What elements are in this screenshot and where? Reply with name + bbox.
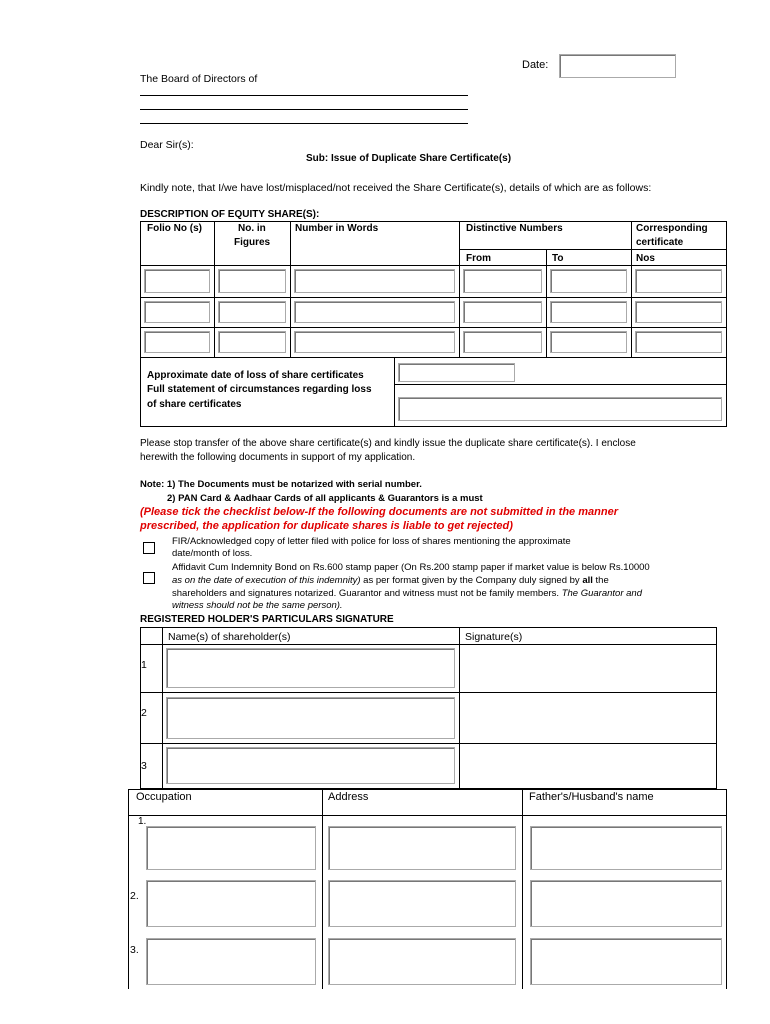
note-1: Note: 1) The Documents must be notarized with serial number.: [140, 479, 422, 490]
shareholder-name-input-3[interactable]: [166, 747, 455, 784]
checklist-fir-1: FIR/Acknowledged copy of letter filed with police for loss of shares mentioning the approximate: [172, 536, 571, 547]
checklist-affidavit-2: as on the date of execution of this indemnity) as per format given by the Company duly signed by all the: [172, 575, 609, 586]
detail-row-number-3: 3.: [130, 944, 139, 956]
approx-date-label: Approximate date of loss of share certificates: [147, 370, 364, 381]
col-to: To: [552, 253, 564, 264]
detail-row-number-1: 1.: [138, 816, 147, 827]
sig-row-number-1: 1: [141, 659, 147, 671]
checklist-affidavit-1: Affidavit Cum Indemnity Bond on Rs.600 stamp paper (On Rs.200 stamp paper if market value is below Rs.10000: [172, 562, 650, 573]
salutation: Dear Sir(s):: [140, 139, 194, 151]
folio-input-2[interactable]: [144, 301, 210, 323]
col-father-husband: Father's/Husband's name: [529, 791, 654, 803]
detail-row-number-2: 2.: [130, 890, 139, 902]
address-line-3[interactable]: [140, 123, 468, 124]
col-certificate: certificate: [636, 237, 684, 248]
words-input-2[interactable]: [294, 301, 455, 323]
checklist-affidavit-3: shareholders and signatures notarized. Guarantor and witness must not be family members. The Guarantor and: [172, 588, 642, 599]
checkbox-fir[interactable]: [143, 542, 155, 554]
cert-input-3[interactable]: [635, 331, 722, 353]
cert-input-2[interactable]: [635, 301, 722, 323]
col-folio: Folio No (s): [147, 223, 202, 234]
addressee: The Board of Directors of: [140, 73, 258, 85]
col-address: Address: [328, 791, 369, 803]
figures-input-3[interactable]: [218, 331, 286, 353]
note-2: 2) PAN Card & Aadhaar Cards of all applicants & Guarantors is a must: [167, 493, 483, 504]
checklist-fir-2: date/month of loss.: [172, 548, 253, 559]
col-from: From: [466, 253, 491, 264]
address-line-2[interactable]: [140, 109, 468, 110]
folio-input-3[interactable]: [144, 331, 210, 353]
statement-label-1: Full statement of circumstances regarding loss: [147, 384, 372, 395]
col-corresponding: Corresponding: [636, 223, 708, 234]
col-figures: Figures: [234, 237, 271, 248]
to-input-1[interactable]: [550, 269, 627, 293]
shareholder-name-input-2[interactable]: [166, 697, 455, 739]
statement-label-2: of share certificates: [147, 399, 242, 410]
folio-input-1[interactable]: [144, 269, 210, 293]
father-name-input-3[interactable]: [530, 938, 722, 985]
subject-line: Sub: Issue of Duplicate Share Certificate(s): [306, 153, 512, 164]
equity-heading: DESCRIPTION OF EQUITY SHARE(S):: [140, 209, 320, 220]
occupation-input-1[interactable]: [146, 826, 316, 870]
father-name-input-1[interactable]: [530, 826, 722, 870]
col-shareholder-names: Name(s) of shareholder(s): [168, 631, 291, 643]
cert-input-1[interactable]: [635, 269, 722, 293]
from-input-2[interactable]: [463, 301, 542, 323]
address-line-1[interactable]: [140, 95, 468, 96]
address-input-3[interactable]: [328, 938, 516, 985]
sig-row-number-2: 2: [141, 707, 147, 719]
date-label: Date:: [522, 59, 549, 71]
col-words: Number in Words: [295, 223, 379, 234]
sig-row-number-3: 3: [141, 760, 147, 772]
date-field[interactable]: [559, 54, 676, 78]
col-distinctive: Distinctive Numbers: [466, 223, 563, 234]
occupation-input-2[interactable]: [146, 880, 316, 927]
circumstances-input[interactable]: [398, 397, 722, 421]
approx-date-input[interactable]: [398, 363, 515, 382]
warning-line-1: (Please tick the checklist below-If the following documents are not submitted in the manner: [140, 506, 618, 518]
col-occupation: Occupation: [136, 791, 192, 803]
words-input-1[interactable]: [294, 269, 455, 293]
col-nos: Nos: [636, 253, 655, 264]
checkbox-affidavit[interactable]: [143, 572, 155, 584]
father-name-input-2[interactable]: [530, 880, 722, 927]
intro-text: Kindly note, that I/we have lost/misplaced/not received the Share Certificate(s), details of which are as follows:: [140, 182, 652, 194]
figures-input-2[interactable]: [218, 301, 286, 323]
words-input-3[interactable]: [294, 331, 455, 353]
checklist-affidavit-4: witness should not be the same person).: [172, 600, 343, 611]
warning-line-2: prescribed, the application for duplicate shares is liable to get rejected): [140, 520, 513, 532]
figures-input-1[interactable]: [218, 269, 286, 293]
col-signatures: Signature(s): [465, 631, 523, 643]
address-input-1[interactable]: [328, 826, 516, 870]
occupation-input-3[interactable]: [146, 938, 316, 985]
address-input-2[interactable]: [328, 880, 516, 927]
request-line-1: Please stop transfer of the above share certificate(s) and kindly issue the duplicate share certificate(s). I enclose: [140, 438, 636, 449]
request-line-2: herewith the following documents in support of my application.: [140, 452, 416, 463]
from-input-3[interactable]: [463, 331, 542, 353]
col-no-in: No. in: [238, 223, 266, 234]
shareholder-name-input-1[interactable]: [166, 648, 455, 688]
to-input-3[interactable]: [550, 331, 627, 353]
to-input-2[interactable]: [550, 301, 627, 323]
signature-heading: REGISTERED HOLDER'S PARTICULARS SIGNATURE: [140, 614, 394, 625]
from-input-1[interactable]: [463, 269, 542, 293]
